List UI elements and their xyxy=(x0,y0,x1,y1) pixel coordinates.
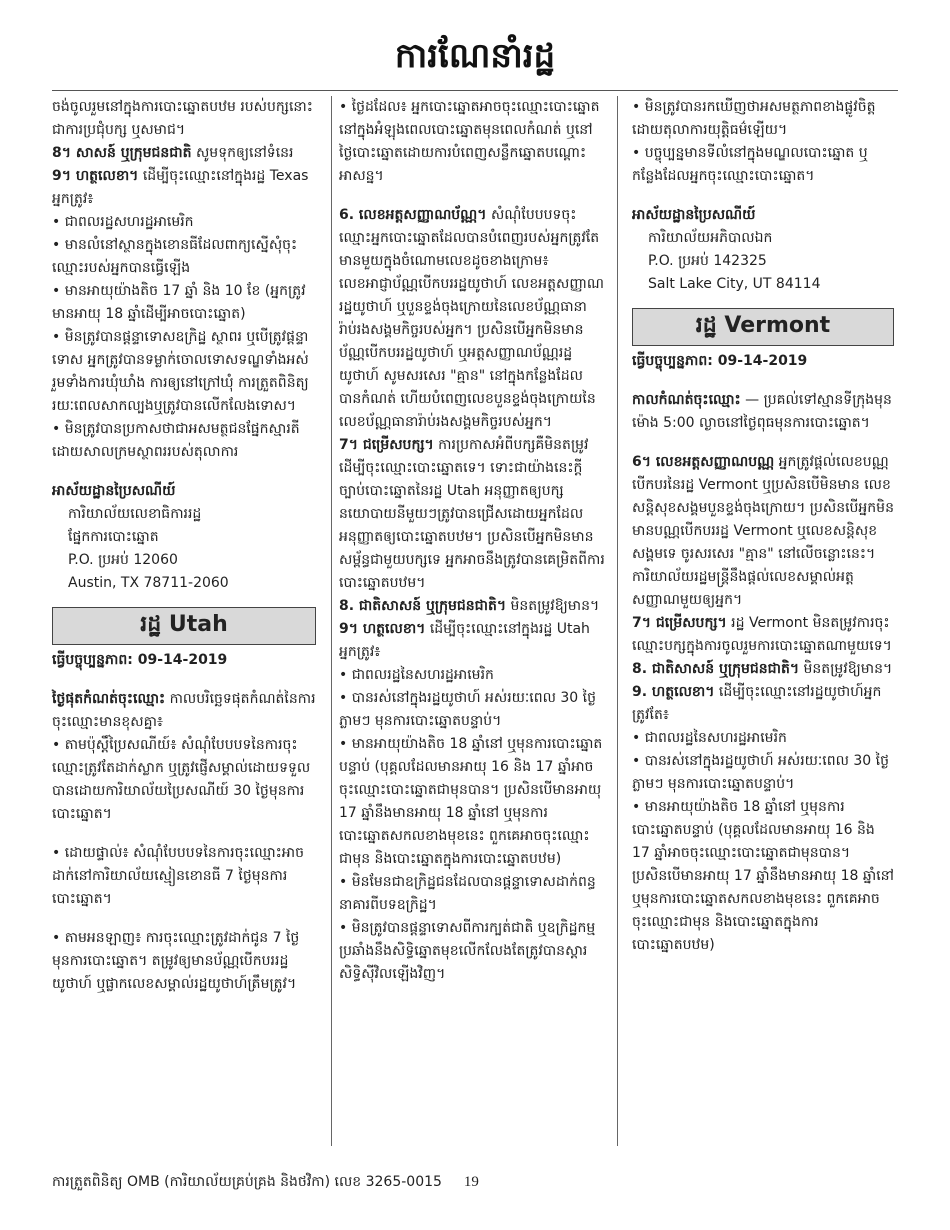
column-divider-2 xyxy=(617,96,618,1146)
updated-date: ធ្វើបច្ចុប្បន្នភាព: 09-14-2019 xyxy=(52,652,228,668)
address-line: P.O. ប្រអប់ 12060 xyxy=(68,552,178,568)
address-line: ការិយាល័យអភិបាលឯក xyxy=(648,230,773,246)
column-divider-1 xyxy=(331,96,332,1146)
section-text: ការប្រកាសអំពីបក្សគឺមិនតម្រូវដើម្បីចុះឈ្មោះបោះឆ្នោតទេ។ ទោះជាយ៉ាងនេះក្តី ច្បាប់បោះឆ្នោតនៃរដ្ឋ Utah អនុញ្ញាតឲ្យបក្សនយោបាយនីមួយៗត្រូវបានជ្រើសដោយអ្នកដែលអនុញ្ញាតឲ្យបោះឆ្នោតបឋម។ ប្រសិនបើអ្នកមិនមានសម្ព័ន្ធជាមួយបក្សទេ អ្នកអាចនឹងត្រូវបានគេម្រិតពីការបោះឆ្នោតបឋម។ xyxy=(339,437,605,591)
paragraph xyxy=(339,595,605,618)
section-label: 7។ ជម្រើសបក្ស។ xyxy=(339,437,434,453)
section-label: 9. ហត្ថលេខា។ xyxy=(632,684,715,700)
list-item: • ថ្ងៃដដែល៖ អ្នកបោះឆ្នោតអាចចុះឈ្មោះបោះឆ្នោតនៅក្នុងអំឡុងពេលបោះឆ្នោតមុនពេលកំណត់ ឬនៅថ្ងៃបោះឆ្នោតដោយការបំពេញសន្លឹកឆ្នោតបណ្តោះអាសន្ន។ xyxy=(339,99,600,184)
list-item: • មានអាយុយ៉ាងតិច 18 ឆ្នាំនៅ ឬមុនការបោះឆ្នោតបន្ទាប់ (បុគ្គលដែលមានអាយុ 16 និង 17 ឆ្នាំអាចចុះឈ្មោះបោះឆ្នោតជាមុនបាន។ ប្រសិនបើមានអាយុ 17 ឆ្នាំនឹងមានអាយុ 18 ឆ្នាំនៅ ឬមុនការបោះឆ្នោតសកលខាងមុខនេះ ពួកគេអាចចុះឈ្មោះជាមុន និងបោះឆ្នោតក្នុងការបោះឆ្នោតបឋម) xyxy=(339,736,603,867)
list-item: • បានរស់នៅក្នុងរដ្ឋយូថាហ៍ អស់រយៈពេល 30 ថ្ងៃភ្លាមៗ មុនការបោះឆ្នោតបន្ទាប់។ xyxy=(632,753,889,792)
paragraph xyxy=(52,142,316,165)
list-item: • មិនមែនជាឧក្រិដ្ឋជនដែលបានផ្តន្ទាទោសដាក់ពន្ធនាគារពីបទឧក្រិដ្ឋ។ xyxy=(339,874,596,913)
list-item: • មានអាយុយ៉ាងតិច 18 ឆ្នាំនៅ ឬមុនការបោះឆ្នោតបន្ទាប់ (បុគ្គលដែលមានអាយុ 16 និង 17 ឆ្នាំអាចចុះឈ្មោះបោះឆ្នោតជាមុនបាន។ ប្រសិនបើមានអាយុ 17 ឆ្នាំនឹងមានអាយុ 18 ឆ្នាំនៅ ឬមុនការបោះឆ្នោតសកលខាងមុខនេះ ពួកគេអាចចុះឈ្មោះជាមុន និងបោះឆ្នោតក្នុងការបោះឆ្នោតបឋម) xyxy=(632,799,894,953)
page-footer xyxy=(52,1172,479,1193)
address-heading: អាស័យដ្ឋានប្រៃសណីយ៍ xyxy=(632,207,756,223)
paragraph xyxy=(632,389,894,435)
section-text: រដ្ឋ Vermont មិនតម្រូវការចុះឈ្មោះបក្សក្នុងការចូលរួមការបោះឆ្នោតណាមួយទេ។ xyxy=(632,615,892,654)
paragraph xyxy=(339,618,605,664)
address-line: Salt Lake City, UT 84114 xyxy=(648,276,821,292)
list-item: • ជាពលរដ្ឋសហរដ្ឋអាមេរិក xyxy=(52,214,194,230)
list-item: • ជាពលរដ្ឋនៃសហរដ្ឋអាមេរិក xyxy=(632,730,787,746)
section-label: 6. លេខអត្តសញ្ញាណប័ណ្ណ។ xyxy=(339,207,487,223)
section-text: អ្នកត្រូវផ្តល់លេខបណ្ណបើកបរនៃរដ្ឋ Vermont ឬប្រសិនបើមិនមាន លេខសន្តិសុខសង្គមបួនខ្ទង់ចុងក្រោយ។ ប្រសិនបើអ្នកមិនមានបណ្ណបើកបររដ្ឋ Vermont ឬលេខសន្តិសុខសង្គមទេ ចូរសរសេរ "គ្មាន" នៅលើចន្លោះនេះ។ ការិយាល័យរដ្ឋមន្ត្រីនឹងផ្តល់លេខសម្គាល់អត្តសញ្ញាណមួយឲ្យអ្នក។ xyxy=(632,454,894,608)
paragraph xyxy=(632,681,894,727)
column-3 xyxy=(632,96,894,957)
list-item: • ដោយផ្ទាល់៖ សំណុំបែបបទនៃការចុះឈ្មោះអាចដាក់នៅការិយាល័យស្មៀនខោនធី 7 ថ្ងៃមុនការបោះឆ្នោត។ xyxy=(52,845,304,907)
paragraph: ចង់ចូលរួមនៅក្នុងការបោះឆ្នោតបឋម របស់បក្សនោះ ជាការប្រជុំបក្ស ឬសមាជ។ xyxy=(52,99,313,138)
paragraph xyxy=(632,612,894,658)
page-number: 19 xyxy=(463,1174,479,1190)
column-1 xyxy=(52,96,316,996)
column-2 xyxy=(339,96,605,986)
section-label: 8. ជាតិសាសន៍ ឬក្រុមជនជាតិ។ xyxy=(339,598,507,614)
section-label: 9។ ហត្ថលេខា។ xyxy=(339,621,426,637)
section-text: ដើម្បីចុះឈ្មោះនៅក្នុងរដ្ឋ Texas អ្នកត្រូវ៖ xyxy=(52,168,309,207)
paragraph xyxy=(339,434,605,595)
list-item: • មានលំនៅស្ថានក្នុងខោនធីដែលពាក្យស្នើសុំចុះឈ្មោះរបស់អ្នកបានធ្វើឡើង xyxy=(52,237,298,276)
address-line: ការិយាល័យលេខាធិការរដ្ឋ xyxy=(68,506,202,522)
footer-text: ការត្រួតពិនិត្យ OMB (ការិយាល័យគ្រប់គ្រង និងថវិកា) លេខ 3265-0015 xyxy=(52,1174,442,1190)
address-line: ផ្នែកការបោះឆ្នោត xyxy=(68,529,159,545)
paragraph xyxy=(52,165,316,211)
section-text: កាលបរិច្ឆេទផុតកំណត់នៃការចុះឈ្មោះមានខុសគ្នា៖ xyxy=(52,691,316,730)
section-text: ដើម្បីចុះឈ្មោះនៅក្នុងរដ្ឋ Utah អ្នកត្រូវ៖ xyxy=(339,621,590,660)
address-heading: អាស័យដ្ឋានប្រៃសណីយ៍ xyxy=(52,483,176,499)
paragraph xyxy=(52,688,316,734)
section-text: សំណុំបែបបទចុះឈ្មោះអ្នកបោះឆ្នោតដែលបានបំពេញរបស់អ្នកត្រូវតែមានមួយក្នុងចំណោមលេខដូចខាងក្រោម៖ លេខអាជ្ញាប័ណ្ណបើកបររដ្ឋយូថាហ៍ លេខអត្តសញ្ញាណរដ្ឋយូថាហ៍ ឬបួនខ្ទង់ចុងក្រោយនៃលេខប័ណ្ណធានារ៉ាប់រងសង្គមកិច្ចរបស់អ្នក។ ប្រសិនបើអ្នកមិនមានប័ណ្ណបើកបររដ្ឋយូថាហ៍ ឬអត្តសញ្ញាណប័ណ្ណរដ្ឋយូថាហ៍ សូមសរសេរ "គ្មាន" នៅក្នុងកន្លែងដែលបានកំណត់ ហើយបំពេញលេខបួនខ្ទង់ចុងក្រោយនៃលេខប័ណ្ណធានារ៉ាប់រងសង្គមកិច្ចរបស់អ្នក។ xyxy=(339,207,604,430)
section-text: ដើម្បីចុះឈ្មោះនៅរដ្ឋយូថាហ៍អ្នកត្រូវតែ៖ xyxy=(632,684,882,723)
section-label: ថ្ងៃផុតកំណត់ចុះឈ្មោះ xyxy=(52,691,166,707)
state-header-vermont: រដ្ឋ Vermont xyxy=(632,308,894,346)
list-item: • មិនត្រូវបានផ្តន្ទាទោសឧក្រិដ្ឋ ស្ថាពរ ឬបើត្រូវផ្តន្ទាទោស អ្នកត្រូវបានទម្លាក់ចោលទោសទណ្ឌទាំងអស់ រួមទាំងការឃុំឃាំង ការឲ្យនៅក្រៅឃុំ ការត្រួតពិនិត្យ រយៈពេលសាកល្បងឬត្រូវបានលើកលែងទោស។ xyxy=(52,329,309,414)
section-label: 7។ ជម្រើសបក្ស។ xyxy=(632,615,727,631)
section-label: កាលកំណត់ចុះឈ្មោះ xyxy=(632,392,741,408)
section-text: មិនតម្រូវឱ្យមាន។ xyxy=(506,598,600,614)
list-item: • បានរស់នៅក្នុងរដ្ឋយូថាហ៍ អស់រយៈពេល 30 ថ្ងៃភ្លាមៗ មុនការបោះឆ្នោតបន្ទាប់។ xyxy=(339,690,596,729)
paragraph xyxy=(632,451,894,612)
updated-date: ធ្វើបច្ចុប្បន្នភាព: 09-14-2019 xyxy=(632,353,808,369)
list-item: • ជាពលរដ្ឋនៃសហរដ្ឋអាមេរិក xyxy=(339,667,494,683)
section-text: មិនតម្រូវឱ្យមាន។ xyxy=(799,661,893,677)
paragraph xyxy=(339,204,605,434)
list-item: • មិនត្រូវបានប្រកាសថាជាអសមត្ថជនផ្នែកស្មារតីដោយសាលក្រមស្ថាពររបស់តុលាការ xyxy=(52,421,300,460)
paragraph xyxy=(632,658,894,681)
address-line: P.O. ប្រអប់ 142325 xyxy=(648,253,767,269)
list-item: • តាមអនឡាញ៖ ការចុះឈ្មោះត្រូវដាក់ជូន 7 ថ្ងៃមុនការបោះឆ្នោត។ តម្រូវឲ្យមានប័ណ្ណបើកបររដ្ឋយូថាហ៍ ឬផ្លាកលេខសម្គាល់រដ្ឋយូថាហ៍ត្រឹមត្រូវ។ xyxy=(52,930,300,992)
section-label: 8។ សាសន៍ ឬក្រុមជនជាតិ xyxy=(52,145,192,161)
list-item: • តាមប៉ុស្តិ៍ប្រៃសណីយ៍៖ សំណុំបែបបទនៃការចុះឈ្មោះត្រូវតែដាក់ស្លាក ឬត្រូវផ្ញើសម្គាល់ដោយទទួលបានដោយការិយាល័យប្រៃសណីយ៍ 30 ថ្ងៃមុនការបោះឆ្នោត។ xyxy=(52,737,311,822)
list-item: • បច្ចុប្បន្នមានទីលំនៅក្នុងមណ្ឌលបោះឆ្នោត ឬកន្លែងដែលអ្នកចុះឈ្មោះបោះឆ្នោត។ xyxy=(632,145,868,184)
state-header-utah: រដ្ឋ Utah xyxy=(52,607,316,645)
page-title: ការណែនាំរដ្ឋ xyxy=(394,36,556,76)
section-label: 8. ជាតិសាសន៍ ឬក្រុមជនជាតិ។ xyxy=(632,661,800,677)
section-label: 6។ លេខអត្តសញ្ញាណបណ្ណ xyxy=(632,454,775,470)
list-item: • មិនត្រូវបានរកឃើញថាអសមត្ថភាពខាងផ្លូវចិត្តដោយតុលាការយុត្តិធម៌ឡើយ។ xyxy=(632,99,876,138)
list-item: • មិនត្រូវបានផ្តន្ទាទោសពីការក្បត់ជាតិ ឬឧក្រិដ្ឋកម្មប្រឆាំងនឹងសិទ្ធិឆ្នោតមុខលើកលែងតែត្រូវបានស្តារសិទ្ធិស៊ីវិលឡើងវិញ។ xyxy=(339,920,596,982)
section-text: សូមទុកឲ្យនៅទំនេរ xyxy=(191,145,294,161)
address-line: Austin, TX 78711-2060 xyxy=(68,575,229,591)
section-text: — ប្រគល់ទៅស្មានទីក្រុងមុនម៉ោង 5:00 ល្ងាចនៅថ្ងៃពុធមុនការបោះឆ្នោត។ xyxy=(632,392,892,431)
section-label: 9។ ហត្ថលេខា។ xyxy=(52,168,139,184)
list-item: • មានអាយុយ៉ាងតិច 17 ឆ្នាំ និង 10 ខែ (អ្នកត្រូវមានអាយុ 18 ឆ្នាំដើម្បីអាចបោះឆ្នោត) xyxy=(52,283,306,322)
title-rule xyxy=(52,90,898,91)
